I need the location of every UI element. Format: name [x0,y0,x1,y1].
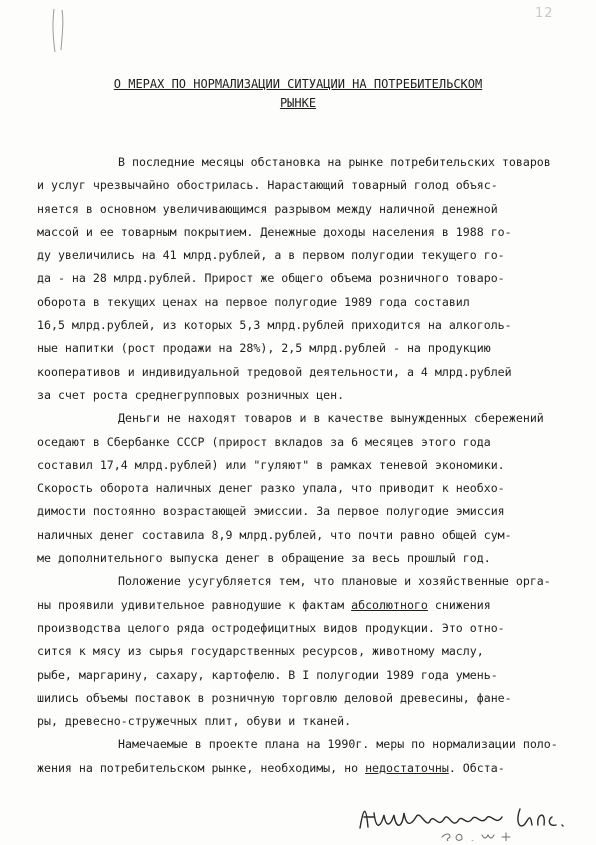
text-line [37,244,588,267]
text-segment: Скорость оборота наличных денег разко упала, что приводит к необхо- [37,481,505,496]
signature-drawing [350,795,580,841]
text-segment: . Обста- [448,760,505,775]
text-segment: ме дополнительного выпуска денег в обращение за весь прошлый год. [37,551,491,566]
text-segment: няется в основном увеличивающимся разрывом между наличной денежной [37,201,498,216]
text-line [37,384,588,407]
text-line [37,337,588,360]
text-segment: Деньги не находят товаров и в качестве вынужденных сбережений [118,411,544,426]
handwritten-signature [350,795,580,841]
text-segment: за счет роста среднегрупповых розничных цен. [37,387,345,402]
text-line [37,267,588,290]
text-line [37,640,588,663]
text-segment: рыбе, маргарину, сахару, картофелю. В I полугодии 1989 года умень- [37,667,498,682]
text-line [118,407,588,430]
text-segment: Положение усугубляется тем, что плановые и хозяйственные орга- [118,574,551,589]
text-line [37,500,588,523]
text-line [118,733,588,756]
text-line [37,174,588,197]
text-segment: жения на потребительском рынке, необходимы, но [37,760,366,775]
text-line [37,617,588,640]
text-segment: шились объемы поставок в розничную торговлю деловой древесины, фане- [37,690,512,705]
text-line [118,570,588,593]
text-segment: массой и ее товарным покрытием. Денежные доходы населения в 1988 го- [37,224,512,239]
document-title-line-2: РЫНКЕ [279,96,317,110]
text-line [37,687,588,710]
document-body [37,151,588,780]
underlined-text: недостаточны [365,760,449,775]
text-segment: ны проявили удивительное равнодушие к фактам [37,597,352,612]
text-segment: В последние месяцы обстановка на рынке потребительских товаров [118,155,551,169]
text-segment: оседают в Сбербанке СССР (прирост вкладов за 6 месяцев этого года [37,434,491,449]
text-segment: Намечаемые в проекте плана на 1990г. меры по нормализации поло- [118,737,558,752]
text-line [37,431,588,454]
text-line [118,151,588,174]
text-segment: производства целого ряда остродефицитных видов продукции. Это отно- [37,620,505,635]
text-segment: наличных денег составила 8,9 млрд.рублей, что почти равно общей сум- [37,527,512,542]
text-segment: сится к мясу из сырья государственных ресурсов, животному маслу, [37,644,484,659]
text-line [37,757,588,780]
text-segment: оборота в текущих ценах на первое полугодие 1989 года составил [37,294,470,309]
text-line [37,524,588,547]
text-segment: кооперативов и индивидуальной тредовой деятельности, а 4 млрд.рублей [37,364,512,379]
text-segment: да - на 28 млрд.рублей. Прирост же общего объема розничного товаро- [37,271,505,286]
text-line [37,547,588,570]
text-segment: 16,5 млрд.рублей, из которых 5,3 млрд.рублей приходится на алкоголь- [37,318,512,333]
text-line [37,594,588,617]
text-segment: ры, древесно-стружечных плит, обуви и тканей. [37,714,352,729]
margin-pencil-mark [40,6,80,56]
text-line [37,454,588,477]
text-line [37,710,588,733]
document-title-line-1: О МЕРАХ ПО НОРМАЛИЗАЦИИ СИТУАЦИИ НА ПОТРЕБИТЕЛЬСКОМ [113,77,483,91]
text-line [37,221,588,244]
text-segment: и услуг чрезвычайно обострилась. Нарастающий товарный голод объяс- [37,178,498,193]
page-corner-number: 12 [535,6,554,21]
text-line [37,198,588,221]
text-line [37,361,588,384]
text-line [37,664,588,687]
text-segment: ду увеличились на 41 млрд.рублей, а в первом полугодии текущего го- [37,248,505,263]
text-segment: составил 17,4 млрд.рублей) или "гуляют" в рамках теневой экономики. [37,457,505,472]
text-segment: снижения [427,597,491,612]
underlined-text: абсолютного [351,597,428,612]
text-line [37,314,588,337]
text-segment: ные напитки (рост продажи на 28%), 2,5 млрд.рублей - на продукцию [37,341,491,356]
text-segment: димости постоянно возрастающей эмиссии. За первое полугодие эмиссия [37,504,505,519]
text-line [37,291,588,314]
text-line [37,477,588,500]
